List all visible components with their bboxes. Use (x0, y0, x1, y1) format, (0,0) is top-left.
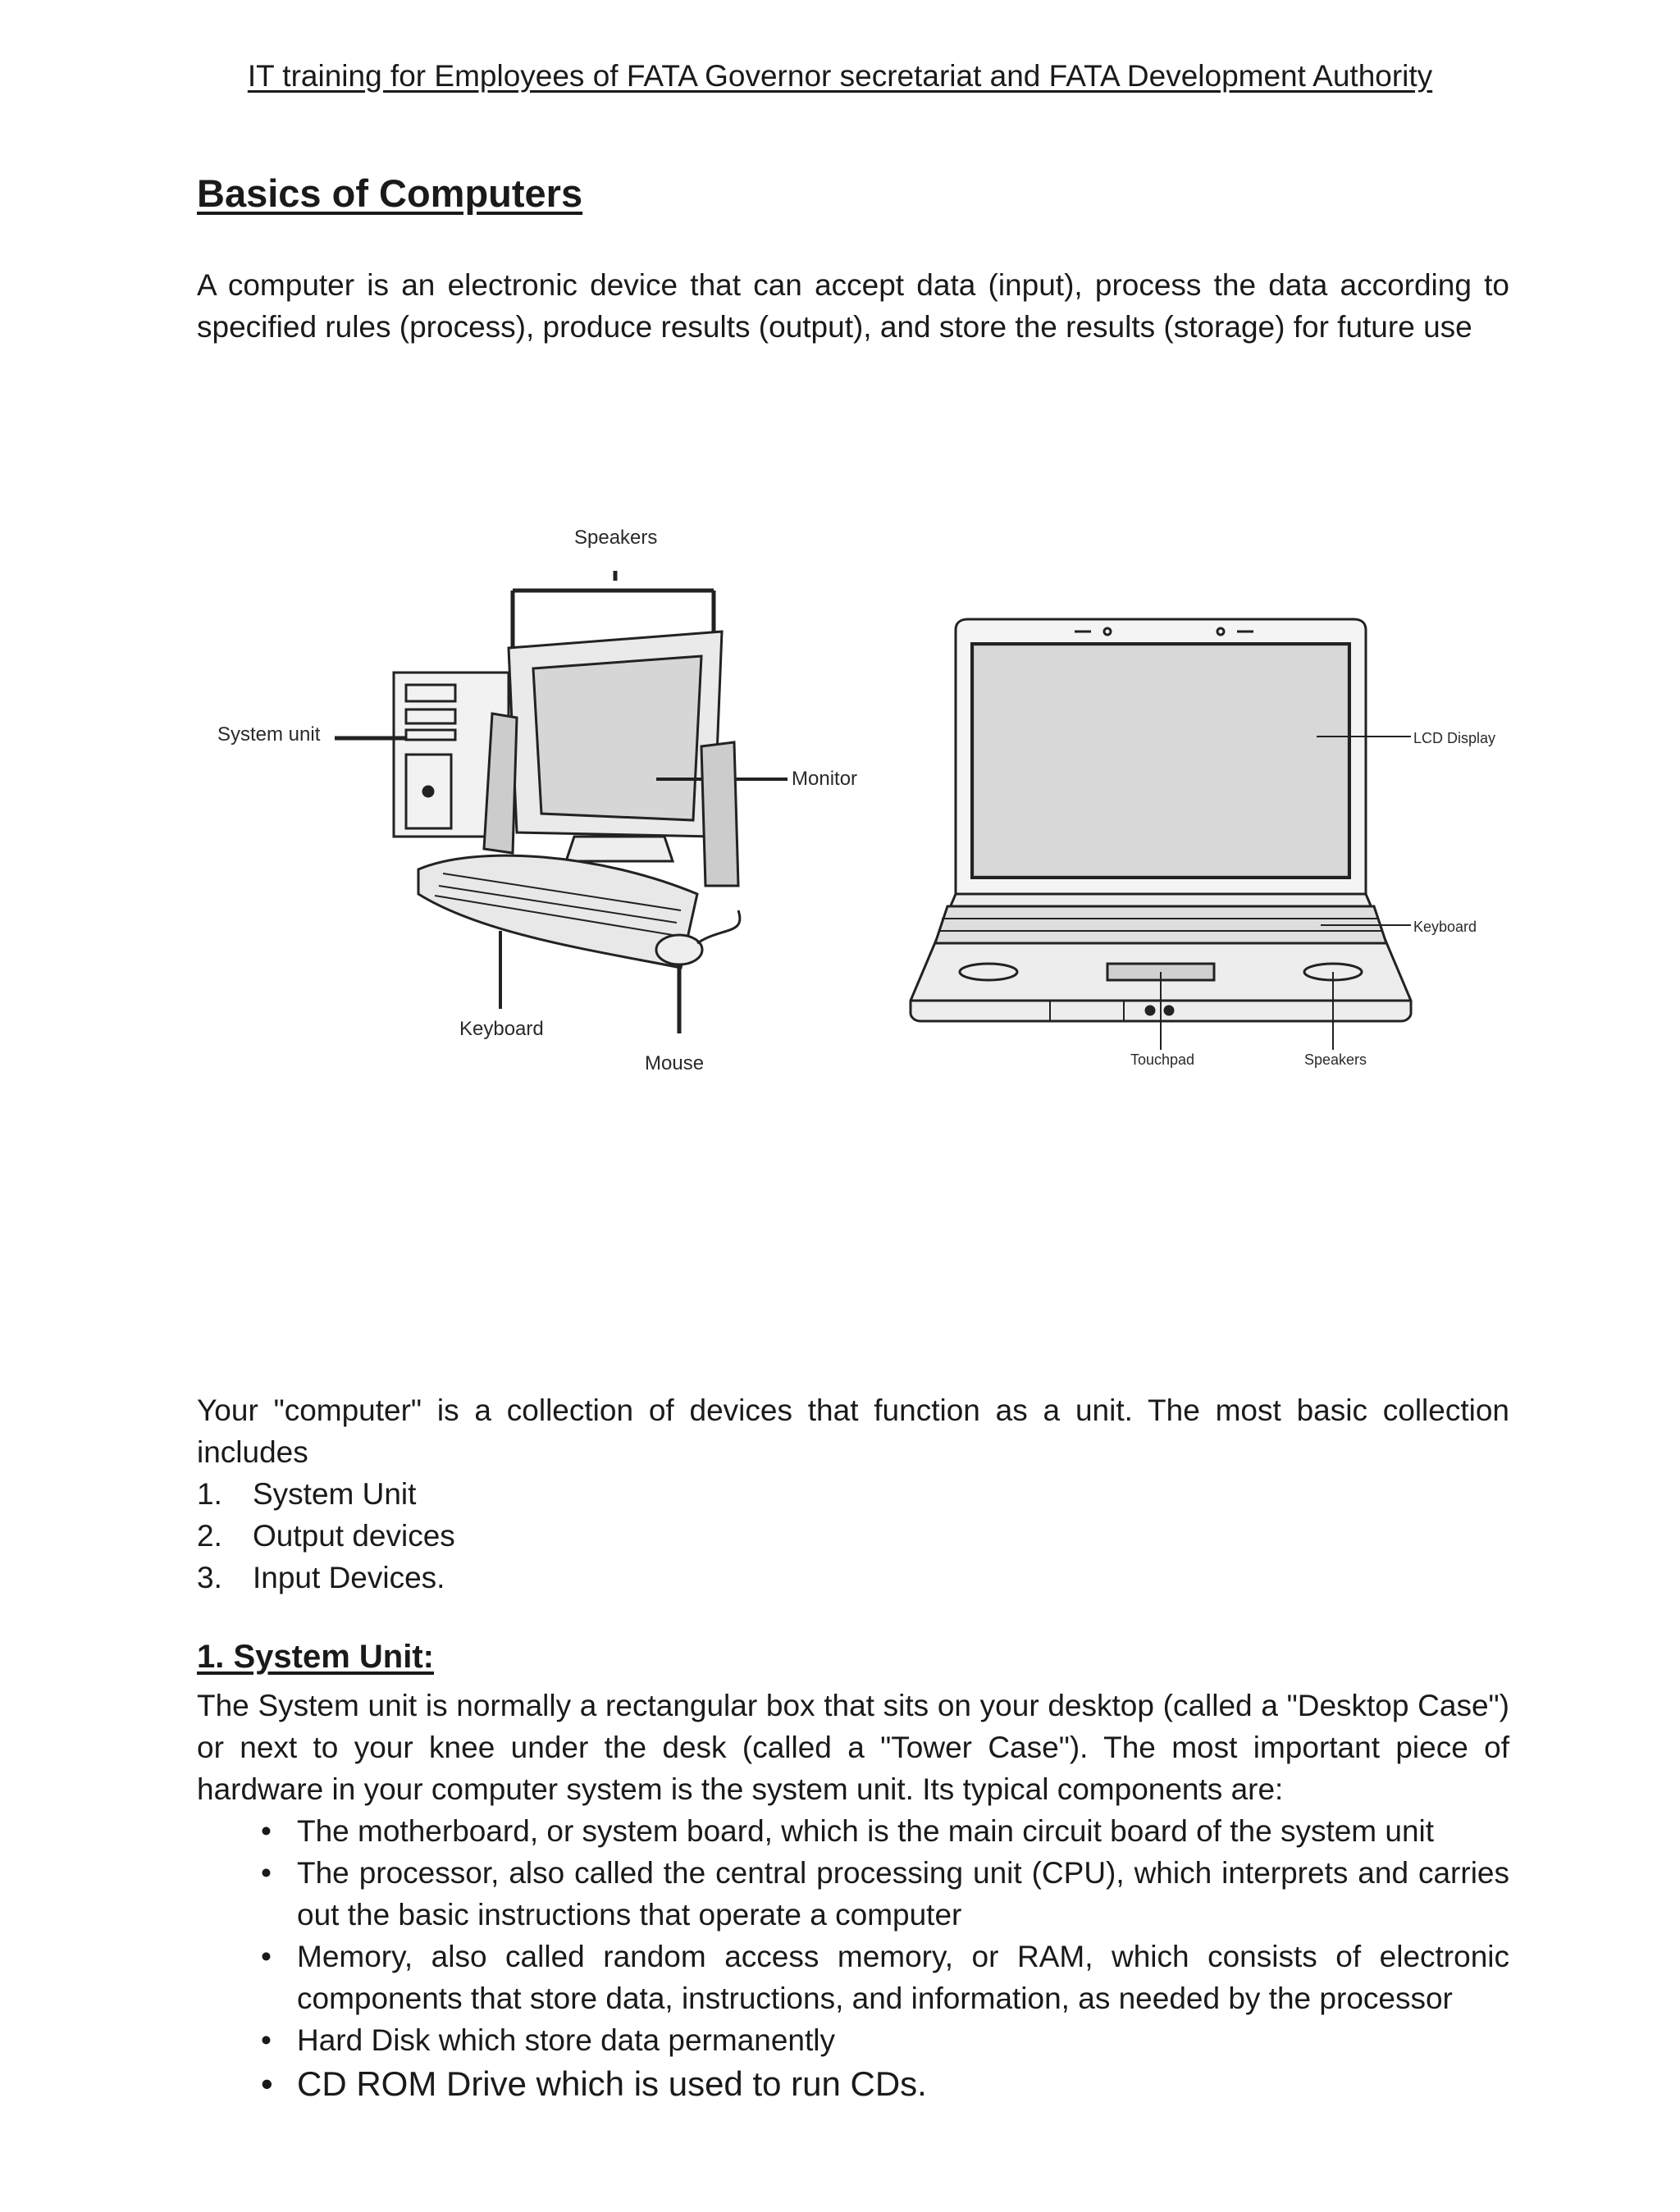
page-title: Basics of Computers (197, 171, 583, 215)
list-item: 1. System Unit (197, 1477, 417, 1511)
list-item: • The motherboard, or system board, which is the main circuit board of the system unit (261, 1814, 1435, 1848)
label-speakers: Speakers (574, 527, 658, 549)
list-item: • Memory, also called random access memory, or RAM, which consists of electronic components that store data, instructions, and information, as needed by the processor (261, 1940, 1509, 2015)
list-item: • The processor, also called the central processing unit (CPU), which interprets and carries out the basic instructions that operate a computer (261, 1856, 1509, 1932)
label-mouse: Mouse (645, 1052, 705, 1074)
collection-paragraph: Your "computer" is a collection of devices that function as a unit. The most basic collection includes (197, 1393, 1509, 1469)
label-lcd-display: LCD Display (1413, 730, 1496, 746)
label-keyboard: Keyboard (459, 1018, 544, 1040)
collection-list (197, 1473, 455, 1599)
list-item: 2. Output devices (197, 1519, 455, 1553)
label-laptop-speakers: Speakers (1304, 1051, 1367, 1068)
list-item: • Hard Disk which store data permanently (261, 2023, 836, 2057)
label-system-unit: System unit (217, 723, 321, 746)
label-touchpad: Touchpad (1130, 1051, 1195, 1068)
label-monitor: Monitor (792, 768, 858, 790)
section-title-system-unit: 1. System Unit: (197, 1639, 434, 1675)
label-laptop-keyboard: Keyboard (1413, 919, 1477, 935)
computer-illustration (189, 509, 1518, 1099)
page-header: IT training for Employees of FATA Governor secretariat and FATA Development Authority (247, 59, 1433, 93)
intro-paragraph: A computer is an electronic device that can accept data (input), process the data according to specified rules (process), produce results (output), and store the results (storage) for future use (197, 268, 1509, 344)
system-unit-components-list (261, 1810, 1509, 2107)
list-item: • CD ROM Drive which is used to run CDs. (261, 2064, 927, 2103)
list-item: 3. Input Devices. (197, 1561, 445, 1594)
laptop-drawing (911, 619, 1411, 1050)
system-unit-paragraph: The System unit is normally a rectangular box that sits on your desktop (called a "Desktop Case") or next to your knee under the desk (called a "Tower Case"). The most important piece of hardware in your computer system is the system unit. Its typical components are: (197, 1689, 1509, 1806)
desktop-computer-drawing (335, 571, 788, 1033)
